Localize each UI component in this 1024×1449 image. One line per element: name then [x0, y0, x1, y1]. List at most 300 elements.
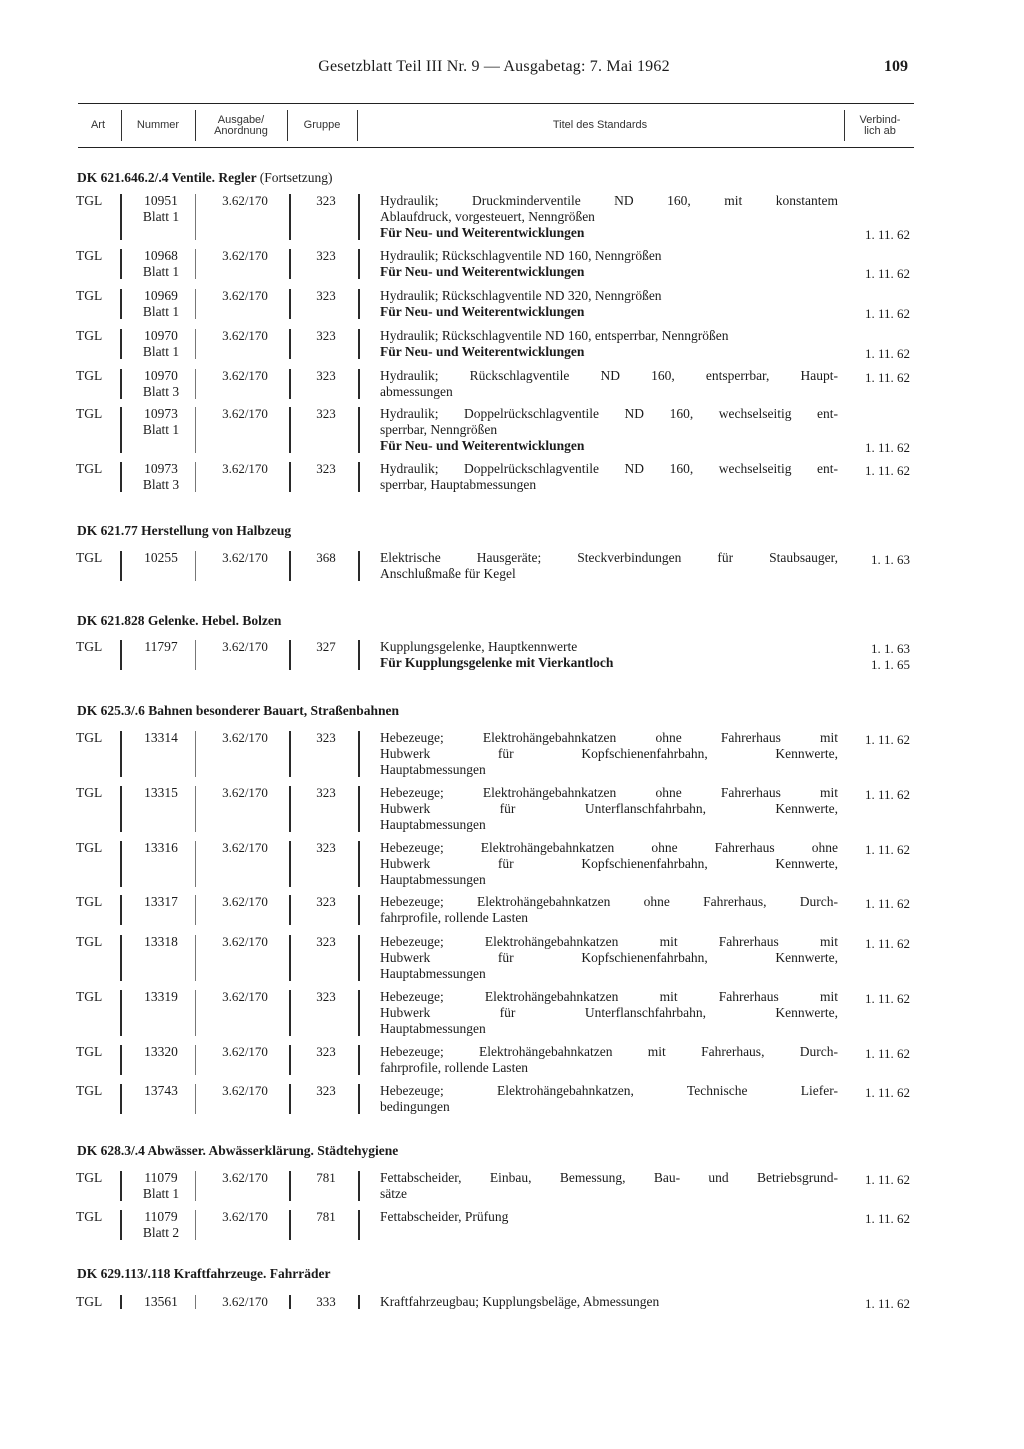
column-rule [358, 289, 360, 319]
column-rule [289, 249, 291, 279]
group-code: 323 [316, 328, 336, 343]
column-rule [195, 841, 196, 887]
column-rule [289, 1084, 291, 1114]
standard-title-line: Hydraulik; Rückschlagventile ND 160, entsperrbar, Haupt- [380, 368, 838, 383]
column-rule [358, 1084, 360, 1114]
column-rule [195, 194, 196, 240]
column-rule [289, 731, 291, 777]
column-rule [358, 1171, 360, 1201]
standard-number [126, 368, 196, 400]
effective-date-value: 1. 11. 62 [864, 936, 910, 951]
column-rule [120, 1210, 122, 1240]
issue-order: 3.62/170 [222, 248, 268, 263]
column-rule [289, 1295, 291, 1309]
standard-title-line: Hebezeuge; Elektrohängebahnkatzen ohne Fahrerhaus mit [380, 730, 838, 745]
effective-date-value: 1. 11. 62 [864, 1296, 910, 1311]
effective-date-value: 1. 11. 62 [864, 370, 910, 385]
column-rule [120, 407, 122, 453]
standard-scope-note: Für Neu- und Weiterentwicklungen [380, 264, 585, 279]
effective-date-value: 1. 11. 62 [864, 266, 910, 281]
standard-sheet: Blatt 3 [142, 477, 180, 492]
issue-order: 3.62/170 [222, 894, 268, 909]
standard-number [126, 406, 196, 438]
standard-title [380, 934, 838, 982]
standard-type: TGL [76, 288, 103, 303]
effective-date-value: 1. 1. 63 [871, 552, 910, 567]
standard-scope-note: Für Kupplungsgelenke mit Vierkantloch [380, 655, 614, 670]
standard-number-value: 13316 [144, 840, 178, 855]
standard-number-value: 13317 [144, 894, 178, 909]
col-header-ausgabe-line2: Anordnung [214, 124, 268, 137]
group-code: 323 [316, 894, 336, 909]
effective-date [846, 463, 910, 479]
column-rule [120, 1045, 122, 1075]
standard-title-line: Kupplungsgelenke, Hauptkennwerte [380, 639, 578, 654]
section-title [77, 1266, 330, 1282]
column-rule [195, 990, 196, 1036]
standard-title [380, 1044, 838, 1076]
standard-type: TGL [76, 1083, 103, 1098]
standard-title [380, 1170, 838, 1202]
standard-number-value: 10970 [144, 368, 178, 383]
standard-number [126, 730, 196, 746]
standard-sheet: Blatt 1 [142, 264, 180, 279]
standard-number-value: 11079 [144, 1170, 178, 1185]
column-rule [120, 935, 122, 981]
effective-date [846, 227, 910, 243]
effective-date-value: 1. 11. 62 [864, 1046, 910, 1061]
standard-title-line: Hydraulik; Rückschlagventile ND 160, Nenngrößen [380, 248, 662, 263]
effective-date [846, 1085, 910, 1101]
standard-type: TGL [76, 730, 103, 745]
standard-title-line: Hebezeuge; Elektrohängebahnkatzen mit Fahrerhaus mit [380, 934, 838, 949]
standard-sheet: Blatt 1 [142, 344, 180, 359]
group-code: 323 [316, 1083, 336, 1098]
standard-number-value: 13318 [144, 934, 178, 949]
effective-date-value: 1. 11. 62 [864, 991, 910, 1006]
standard-title-line: Hubwerk für Unterflanschfahrbahn, Kennwerte, [380, 801, 838, 816]
standard-number [126, 639, 196, 655]
column-rule [358, 1210, 360, 1240]
standard-title-line: Kraftfahrzeugbau; Kupplungsbeläge, Abmessungen [380, 1294, 660, 1309]
group-code: 323 [316, 840, 336, 855]
group-code: 323 [316, 1044, 336, 1059]
standard-title-line: Hebezeuge; Elektrohängebahnkatzen ohne Fahrerhaus ohne [380, 840, 838, 855]
standard-number [126, 894, 196, 910]
column-rule [195, 329, 196, 359]
column-rule [195, 1045, 196, 1075]
column-rule [289, 407, 291, 453]
standard-title-line: Hydraulik; Druckminderventile ND 160, mit konstantem [380, 193, 838, 208]
standard-number-value: 10951 [144, 193, 178, 208]
effective-date-value: 1. 11. 62 [864, 463, 910, 478]
standard-title [380, 1294, 838, 1310]
column-rule [120, 194, 122, 240]
standard-number-value: 13320 [144, 1044, 178, 1059]
column-rule [120, 369, 122, 399]
group-code: 323 [316, 406, 336, 421]
effective-date [846, 936, 910, 952]
column-rule [195, 551, 196, 581]
group-code: 327 [316, 639, 336, 654]
section-title-text: DK 621.77 Herstellung von Halbzeug [77, 523, 292, 538]
effective-date-value: 1. 11. 62 [864, 440, 910, 455]
column-rule [120, 462, 122, 492]
column-rule [289, 194, 291, 240]
standard-type: TGL [76, 1170, 103, 1185]
group-code: 333 [316, 1294, 336, 1309]
column-rule [120, 990, 122, 1036]
column-rule [358, 1295, 360, 1309]
standard-number-value: 13743 [144, 1083, 178, 1098]
standard-number [126, 934, 196, 950]
effective-date [846, 991, 910, 1007]
effective-date-value: 1. 11. 62 [864, 896, 910, 911]
column-rule [195, 1084, 196, 1114]
column-rule [289, 990, 291, 1036]
effective-date-value: 1. 11. 62 [864, 306, 910, 321]
col-header-ausgabe-line1: Ausgabe/ [217, 113, 265, 126]
column-rule [195, 289, 196, 319]
standard-title-line: sperrbar, Hauptabmessungen [380, 477, 537, 492]
col-header-verbindlich-line2: lich ab [864, 124, 896, 137]
standard-title [380, 461, 838, 493]
standard-scope-note: Für Neu- und Weiterentwicklungen [380, 304, 585, 319]
column-rule [358, 329, 360, 359]
standard-title [380, 1209, 838, 1225]
section-title [77, 523, 291, 539]
column-rule [358, 895, 360, 925]
effective-date-value: 1. 1. 63 [871, 641, 910, 656]
column-rule [289, 369, 291, 399]
col-header-nummer: Nummer [136, 119, 180, 131]
standard-number-value: 11797 [144, 639, 178, 654]
effective-date [846, 787, 910, 803]
group-code: 368 [316, 550, 336, 565]
standard-number [126, 193, 196, 225]
section-title-text: DK 625.3/.6 Bahnen besonderer Bauart, Straßenbahnen [77, 703, 400, 718]
standard-title-line: Hauptabmessungen [380, 817, 486, 832]
issue-order: 3.62/170 [222, 406, 268, 421]
standard-title [380, 368, 838, 400]
effective-date [846, 641, 910, 673]
standard-number [126, 288, 196, 320]
standard-title-line: Elektrische Hausgeräte; Steckverbindungen für Staubsauger, [380, 550, 838, 565]
effective-date [846, 896, 910, 912]
standard-title [380, 248, 838, 280]
effective-date [846, 266, 910, 282]
standard-type: TGL [76, 328, 103, 343]
standard-title [380, 328, 838, 360]
standard-title [380, 785, 838, 833]
effective-date [846, 1211, 910, 1227]
column-rule [358, 990, 360, 1036]
column-rule [120, 640, 122, 670]
standard-title-line: Hauptabmessungen [380, 762, 486, 777]
column-rule [358, 369, 360, 399]
standard-number-value: 13315 [144, 785, 178, 800]
column-rule [358, 407, 360, 453]
group-code: 781 [316, 1170, 336, 1185]
standard-title-line: Anschlußmaße für Kegel [380, 566, 516, 581]
section-title-text: DK 621.646.2/.4 Ventile. Regler [77, 170, 257, 185]
standard-type: TGL [76, 368, 103, 383]
issue-order: 3.62/170 [222, 288, 268, 303]
effective-date [846, 306, 910, 322]
standard-number-value: 13319 [144, 989, 178, 1004]
column-rule [195, 895, 196, 925]
standard-scope-note: Für Neu- und Weiterentwicklungen [380, 438, 585, 453]
column-rule [120, 841, 122, 887]
column-rule [195, 1295, 196, 1309]
standard-title [380, 639, 838, 671]
column-rule [120, 731, 122, 777]
issue-order: 3.62/170 [222, 934, 268, 949]
standard-number [126, 461, 196, 493]
effective-date-value: 1. 11. 62 [864, 1172, 910, 1187]
col-header-art: Art [90, 119, 106, 131]
standard-number [126, 1083, 196, 1099]
standard-title-line: sätze [380, 1186, 407, 1201]
issue-order: 3.62/170 [222, 328, 268, 343]
effective-date [846, 346, 910, 362]
standard-title-line: Hebezeuge; Elektrohängebahnkatzen mit Fahrerhaus, Durch- [380, 1044, 838, 1059]
column-rule [120, 289, 122, 319]
group-code: 323 [316, 461, 336, 476]
standard-type: TGL [76, 639, 103, 654]
effective-date-value: 1. 11. 62 [864, 227, 910, 242]
column-rule [289, 1171, 291, 1201]
issue-order: 3.62/170 [222, 1209, 268, 1224]
column-rule [289, 1210, 291, 1240]
standard-number [126, 840, 196, 856]
effective-date-value: 1. 11. 62 [864, 787, 910, 802]
column-rule [289, 786, 291, 832]
group-code: 323 [316, 934, 336, 949]
group-code: 323 [316, 989, 336, 1004]
column-rule [195, 462, 196, 492]
standard-title-line: sperrbar, Nenngrößen [380, 422, 498, 437]
effective-date [846, 552, 910, 568]
standard-title [380, 550, 838, 582]
column-rule [358, 462, 360, 492]
standard-title-line: Fettabscheider, Prüfung [380, 1209, 509, 1224]
group-code: 323 [316, 368, 336, 383]
column-rule [195, 1210, 196, 1240]
standard-title-line: Hauptabmessungen [380, 1021, 486, 1036]
standard-type: TGL [76, 461, 103, 476]
standard-type: TGL [76, 248, 103, 263]
column-rule [358, 841, 360, 887]
effective-date [846, 1046, 910, 1062]
standard-type: TGL [76, 1044, 103, 1059]
standard-title [380, 288, 838, 320]
standard-title-line: Ablaufdruck, vorgesteuert, Nenngrößen [380, 209, 595, 224]
effective-date-value: 1. 1. 65 [871, 657, 910, 672]
standard-number-value: 10970 [144, 328, 178, 343]
column-rule [195, 786, 196, 832]
standard-title [380, 193, 838, 241]
standard-title-line: Hubwerk für Unterflanschfahrbahn, Kennwerte, [380, 1005, 838, 1020]
effective-date-value: 1. 11. 62 [864, 1085, 910, 1100]
standard-scope-note: Für Neu- und Weiterentwicklungen [380, 344, 585, 359]
standard-type: TGL [76, 193, 103, 208]
effective-date [846, 732, 910, 748]
standard-title [380, 406, 838, 454]
column-rule [289, 640, 291, 670]
section-title-suffix: (Fortsetzung) [259, 170, 333, 185]
standard-title [380, 894, 838, 926]
standard-title-line: Hauptabmessungen [380, 966, 486, 981]
standard-number-value: 11079 [144, 1209, 178, 1224]
section-title-text: DK 629.113/.118 Kraftfahrzeuge. Fahrräder [77, 1266, 331, 1281]
column-rule [358, 786, 360, 832]
effective-date-value: 1. 11. 62 [864, 732, 910, 747]
standard-number-value: 10968 [144, 248, 178, 263]
group-code: 323 [316, 193, 336, 208]
standard-title-line: Fettabscheider, Einbau, Bemessung, Bau- und Betriebsgrund- [380, 1170, 838, 1185]
column-rule [195, 369, 196, 399]
standard-title-line: Hubwerk für Kopfschienenfahrbahn, Kennwerte, [380, 950, 838, 965]
standard-title-line: Hauptabmessungen [380, 872, 486, 887]
issue-order: 3.62/170 [222, 193, 268, 208]
column-rule [358, 194, 360, 240]
standard-number-value: 13314 [144, 730, 178, 745]
standard-type: TGL [76, 785, 103, 800]
section-title [77, 613, 281, 629]
standard-sheet: Blatt 1 [142, 209, 180, 224]
standard-title-line: abmessungen [380, 384, 453, 399]
standard-type: TGL [76, 406, 103, 421]
standard-number [126, 989, 196, 1005]
column-rule [120, 551, 122, 581]
column-rule [195, 249, 196, 279]
standard-title-line: fahrprofile, rollende Lasten [380, 910, 529, 925]
standard-title-line: Hebezeuge; Elektrohängebahnkatzen mit Fahrerhaus mit [380, 989, 838, 1004]
standard-title-line: Hebezeuge; Elektrohängebahnkatzen ohne Fahrerhaus, Durch- [380, 894, 838, 909]
issue-order: 3.62/170 [222, 1294, 268, 1309]
section-title [77, 170, 332, 186]
column-rule [289, 895, 291, 925]
column-rule [195, 407, 196, 453]
issue-order: 3.62/170 [222, 840, 268, 855]
column-rule [120, 249, 122, 279]
col-header-titel: Titel des Standards [552, 119, 648, 131]
issue-order: 3.62/170 [222, 1170, 268, 1185]
issue-order: 3.62/170 [222, 1044, 268, 1059]
issue-order: 3.62/170 [222, 639, 268, 654]
issue-order: 3.62/170 [222, 989, 268, 1004]
effective-date-value: 1. 11. 62 [864, 1211, 910, 1226]
effective-date [846, 370, 910, 386]
section-title [77, 703, 399, 719]
standard-number-value: 10255 [144, 550, 178, 565]
standard-type: TGL [76, 989, 103, 1004]
effective-date [846, 1172, 910, 1188]
standard-type: TGL [76, 550, 103, 565]
column-rule [358, 640, 360, 670]
standard-number-value: 10973 [144, 406, 178, 421]
column-rule [120, 895, 122, 925]
issue-order: 3.62/170 [222, 730, 268, 745]
column-rule [289, 329, 291, 359]
issue-order: 3.62/170 [222, 368, 268, 383]
column-rule [358, 731, 360, 777]
group-code: 323 [316, 785, 336, 800]
standard-title-line: bedingungen [380, 1099, 450, 1114]
standard-type: TGL [76, 1294, 103, 1309]
standard-type: TGL [76, 894, 103, 909]
column-rule [120, 1171, 122, 1201]
standard-title-line: Hebezeuge; Elektrohängebahnkatzen, Technische Liefer- [380, 1083, 838, 1098]
issue-order: 3.62/170 [222, 1083, 268, 1098]
effective-date-value: 1. 11. 62 [864, 842, 910, 857]
standard-title-line: fahrprofile, rollende Lasten [380, 1060, 529, 1075]
column-rule [195, 1171, 196, 1201]
group-code: 781 [316, 1209, 336, 1224]
issue-order: 3.62/170 [222, 461, 268, 476]
standard-sheet: Blatt 1 [142, 304, 180, 319]
standard-number [126, 1170, 196, 1202]
standard-title-line: Hubwerk für Kopfschienenfahrbahn, Kennwerte, [380, 856, 838, 871]
standard-title [380, 989, 838, 1037]
column-rule [358, 249, 360, 279]
column-rule [289, 462, 291, 492]
standard-title-line: Hubwerk für Kopfschienenfahrbahn, Kennwerte, [380, 746, 838, 761]
standard-sheet: Blatt 2 [142, 1225, 180, 1240]
gazette-title: Gesetzblatt Teil III Nr. 9 — Ausgabetag: 7. Mai 1962 [318, 58, 670, 75]
standard-title-line: Hydraulik; Rückschlagventile ND 160, entsperrbar, Nenngrößen [380, 328, 729, 343]
standard-number-value: 10973 [144, 461, 178, 476]
standard-title-line: Hydraulik; Rückschlagventile ND 320, Nenngrößen [380, 288, 662, 303]
group-code: 323 [316, 288, 336, 303]
standard-title [380, 1083, 838, 1115]
issue-order: 3.62/170 [222, 550, 268, 565]
section-title-text: DK 628.3/.4 Abwässer. Abwässerklärung. Städtehygiene [77, 1143, 399, 1158]
standard-title [380, 730, 838, 778]
column-rule [358, 551, 360, 581]
standard-title-line: Hydraulik; Doppelrückschlagventile ND 160, wechselseitig ent- [380, 406, 838, 421]
effective-date [846, 440, 910, 456]
standard-title [380, 840, 838, 888]
page-number: 109 [884, 58, 908, 75]
column-rule [195, 935, 196, 981]
column-rule [358, 1045, 360, 1075]
issue-order: 3.62/170 [222, 785, 268, 800]
standard-title-line: Hebezeuge; Elektrohängebahnkatzen ohne Fahrerhaus mit [380, 785, 838, 800]
column-rule [120, 1084, 122, 1114]
standard-type: TGL [76, 934, 103, 949]
column-rule [289, 289, 291, 319]
column-rule [120, 786, 122, 832]
column-rule [195, 731, 196, 777]
section-title-text: DK 621.828 Gelenke. Hebel. Bolzen [77, 613, 282, 628]
standard-number [126, 328, 196, 360]
standard-number [126, 1044, 196, 1060]
standard-number [126, 785, 196, 801]
standard-title-line: Hydraulik; Doppelrückschlagventile ND 160, wechselseitig ent- [380, 461, 838, 476]
standard-number [126, 248, 196, 280]
column-rule [289, 551, 291, 581]
column-rule [358, 935, 360, 981]
standard-number-value: 13561 [144, 1294, 178, 1309]
standard-type: TGL [76, 1209, 103, 1224]
standard-number [126, 1294, 196, 1310]
column-rule [289, 841, 291, 887]
standard-number [126, 550, 196, 566]
effective-date-value: 1. 11. 62 [864, 346, 910, 361]
standard-sheet: Blatt 1 [142, 422, 180, 437]
